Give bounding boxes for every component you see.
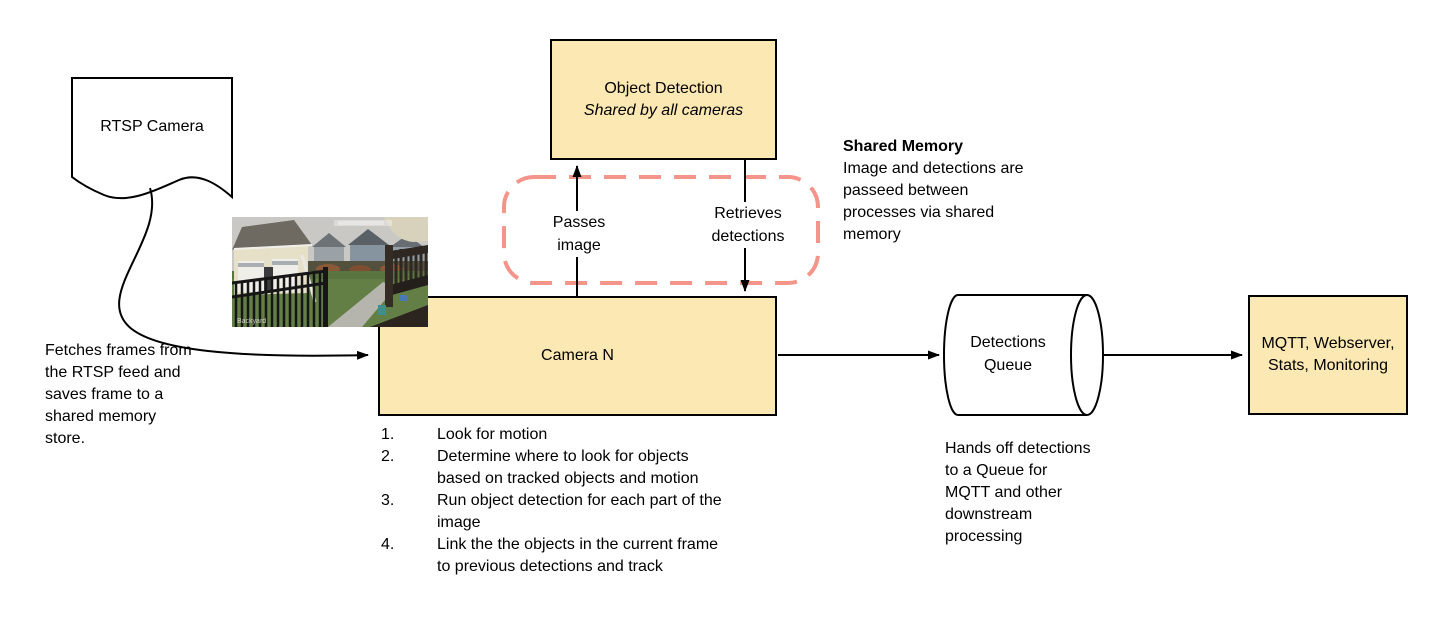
detections-queue-label: Detections Queue	[970, 334, 1046, 374]
camera-n-box	[378, 296, 777, 416]
queue-handoff-note: Hands off detections to a Queue for MQTT and other downstream processing	[945, 440, 1091, 545]
passes-image-label: Passes image	[541, 211, 617, 257]
shared-memory-note: Shared Memory Image and detections are passeed between processes via shared memory	[843, 138, 1024, 243]
object-detection-box	[550, 39, 777, 160]
outputs-box	[1248, 295, 1408, 415]
object-detection-subtitle: Shared by all cameras	[583, 101, 744, 119]
outputs-label-line2: Stats, Monitoring	[1267, 357, 1389, 374]
outputs-label-line1: MQTT, Webserver,	[1261, 335, 1395, 352]
camera-snapshot-image	[232, 217, 428, 327]
teal-object	[378, 305, 386, 315]
camera-n-label: Camera N	[541, 347, 614, 364]
fetch-note: Fetches frames from the RTSP feed and saves frame to a shared memory store.	[45, 342, 192, 447]
shared-memory-title: Shared Memory	[843, 138, 964, 155]
camera-step: 1. Look for motion	[381, 426, 548, 443]
camera-step: 2. Determine where to look for objects based on tracked objects and motion	[381, 448, 699, 487]
camera-steps-list	[381, 424, 722, 578]
retrieves-detections-label: Retrieves detections	[701, 202, 795, 248]
camera-timestamp-overlay	[334, 220, 392, 226]
camera-step: 3. Run object detection for each part of the image	[381, 492, 722, 531]
rtsp-camera-shape	[72, 78, 232, 198]
rtsp-camera-label: RTSP Camera	[100, 118, 204, 135]
camera-step: 4. Link the the objects in the current frame to previous detections and track	[381, 536, 719, 575]
object-detection-title: Object Detection	[604, 79, 723, 97]
camera-name-label: Backyard	[237, 318, 267, 325]
